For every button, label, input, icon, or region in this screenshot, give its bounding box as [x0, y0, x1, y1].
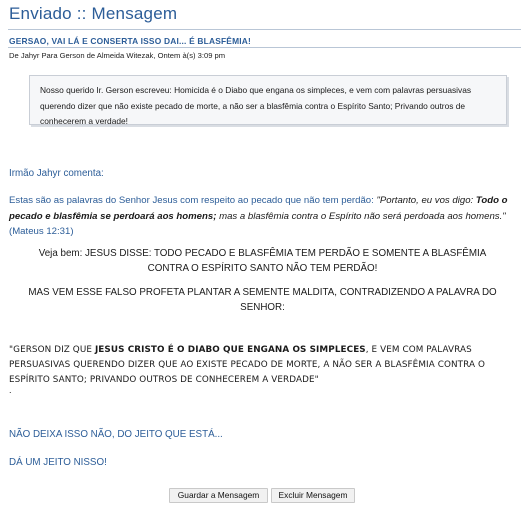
quoted-accusation [9, 343, 519, 388]
subject-divider [8, 47, 521, 48]
trailing-dot: . [9, 385, 12, 395]
accusation-end: , E VEM COM PALAVRAS PERSUASIVAS QUERENDO DIZER QUE AO EXISTE PECADO DE MORTE, A NÃO SER A BLASFÊMIA CONTRA O ESPÍRITO SANTO; PRIVANDO OUTROS DE CONHECEREM A VERDADE" [9, 345, 486, 385]
intro-text: Estas são as palavras do Senhor Jesus com respeito ao pecado que não tem perdão: [9, 195, 377, 206]
quoted-message-text: Nosso querido Ir. Gerson escreveu: Homicida é o Diabo que engana os simpleces, e vem com palavras persuasivas querendo dizer que não existe pecado de morte, a não ser a blasfêmia contra o Espírito Santo; Privando outros de conhecerem a verdade! [40, 85, 472, 126]
scripture-quote-bold: Todo o pecado e blasfêmia se perdoará aos homens; [9, 195, 508, 222]
paragraph-false-prophet: MAS VEM ESSE FALSO PROFETA PLANTAR A SEMENTE MALDITA, CONTRADIZENDO A PALAVRA DO SENHOR: [28, 287, 497, 313]
page-title: Enviado :: Mensagem [9, 4, 178, 23]
scripture-quote-start: "Portanto, eu vos digo: [376, 195, 476, 206]
closing-line-1: NÃO DEIXA ISSO NÃO, DO JEITO QUE ESTÁ... [9, 429, 223, 440]
accusation-start: "GERSON DIZ QUE [9, 345, 95, 355]
paragraph-jesus-said: Veja bem: JESUS DISSE: TODO PECADO E BLASFÊMIA TEM PERDÃO E SOMENTE A BLASFÊMIA CONTRA O ESPÍRITO SANTO NÃO TEM PERDÃO! [38, 248, 487, 274]
message-meta: De Jahyr Para Gerson de Almeida Witezak, Ontem à(s) 3:09 pm [9, 51, 226, 60]
message-subject: GERSAO, VAI LÁ E CONSERTA ISSO DAI... É BLASFÊMIA! [9, 36, 252, 46]
scripture-reference: (Mateus 12:31) [9, 226, 74, 237]
delete-message-button[interactable]: Excluir Mensagem [271, 488, 355, 503]
comment-heading: Irmão Jahyr comenta: [9, 168, 104, 179]
title-divider [8, 29, 521, 30]
intro-paragraph [9, 193, 519, 240]
save-message-button[interactable]: Guardar a Mensagem [169, 488, 268, 503]
scripture-quote-end: mas a blasfêmia contra o Espírito não será perdoada aos homens." [216, 210, 506, 222]
quoted-message-box [29, 75, 507, 125]
accusation-bold: JESUS CRISTO É O DIABO QUE ENGANA OS SIMPLECES [94, 345, 366, 355]
closing-line-2: DÁ UM JEITO NISSO! [9, 457, 107, 468]
